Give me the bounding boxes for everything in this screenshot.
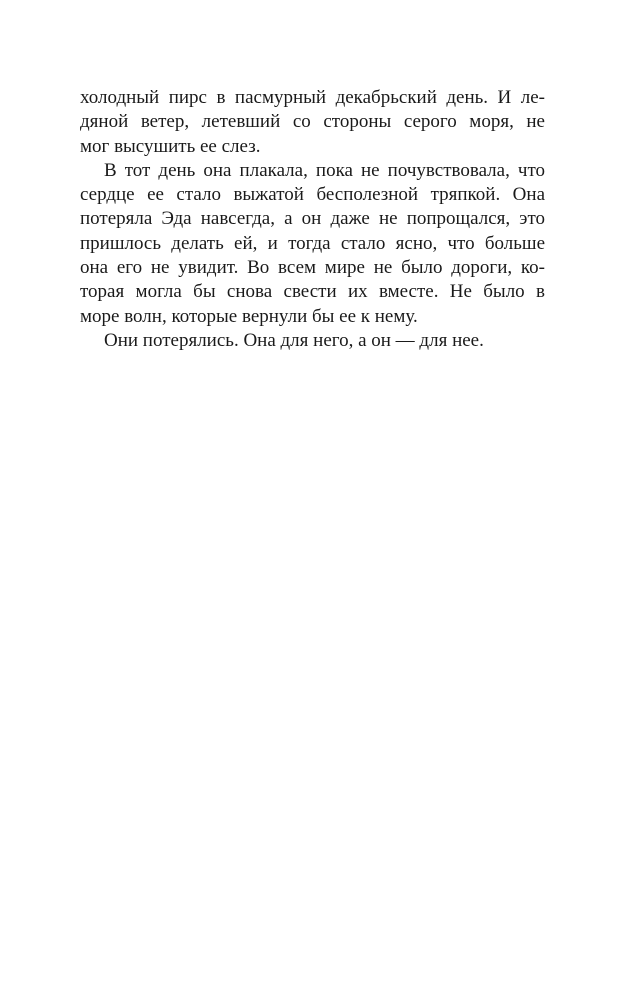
body-text: [80, 86, 545, 353]
text-line: потеряла Эда навсегда, а он даже не попрощался, это: [80, 208, 545, 230]
text-line: холодный пирс в пасмурный декабрьский день. И ле-: [80, 87, 545, 108]
text-line: сердце ее стало выжатой бесполезной тряпкой. Она: [80, 184, 545, 206]
text-line: пришлось делать ей, и тогда стало ясно, что больше: [80, 232, 545, 254]
text-line: В тот день она плакала, пока не почувствовала, что: [104, 159, 545, 181]
text-line: Они потерялись. Она для него, а он — для нее.: [104, 329, 484, 351]
text-line: дяной ветер, летевший со стороны серого моря, не: [80, 111, 545, 133]
text-line: торая могла бы снова свести их вместе. Не было в: [80, 281, 545, 303]
text-line: море волн, которые вернули бы ее к нему.: [80, 305, 418, 327]
text-line: она его не увидит. Во всем мире не было дороги, ко-: [80, 257, 545, 279]
text-line: мог высушить ее слез.: [80, 135, 261, 157]
